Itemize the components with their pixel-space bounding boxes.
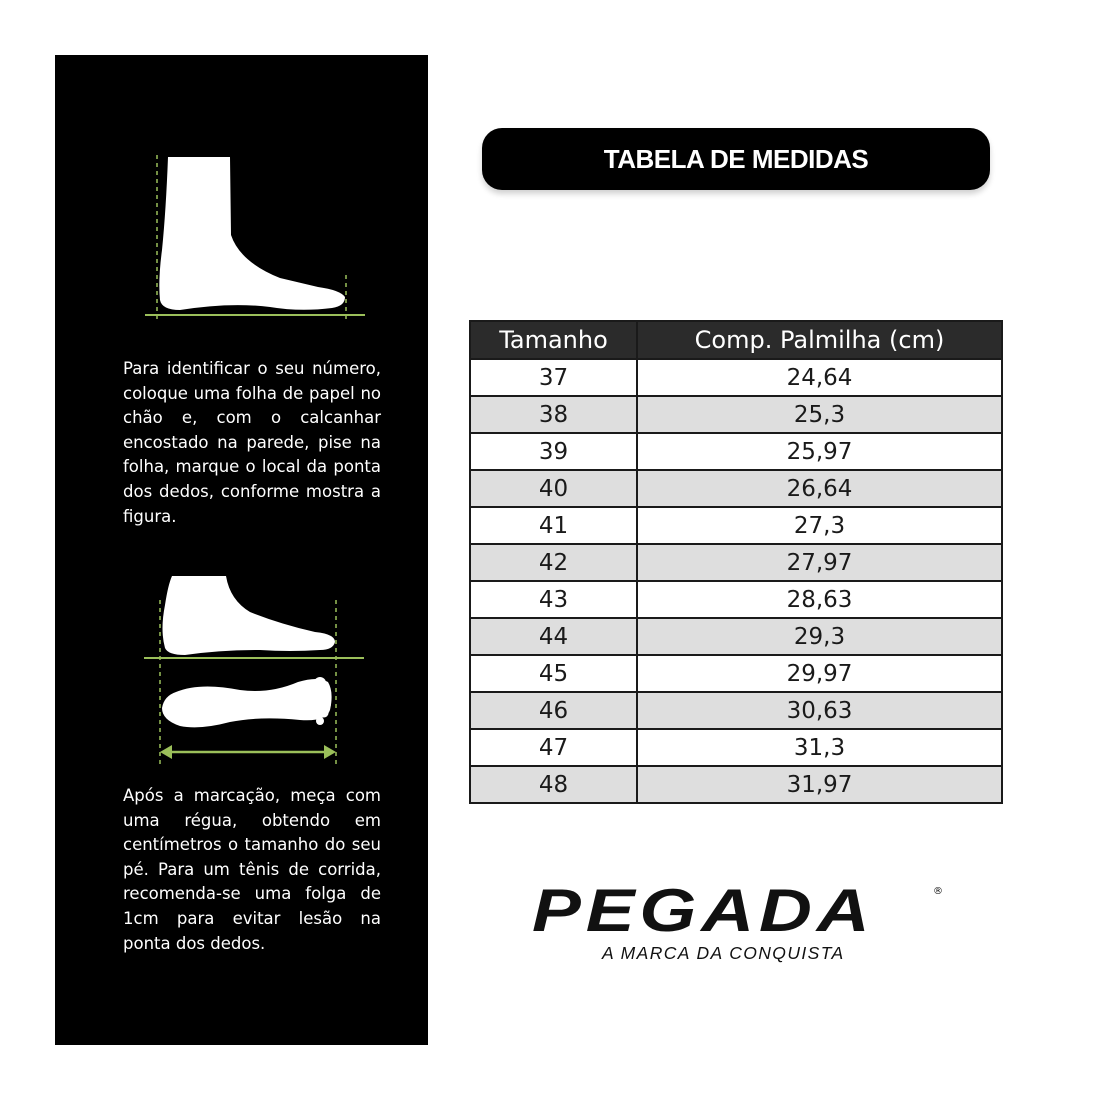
size-cell: 37: [470, 359, 637, 396]
size-cell: 41: [470, 507, 637, 544]
table-row: [470, 359, 1002, 396]
size-cell: 45: [470, 655, 637, 692]
table-row: [470, 396, 1002, 433]
header-insole-length: Comp. Palmilha (cm): [637, 321, 1002, 359]
table-header-row: [470, 321, 1002, 359]
length-cell: 30,63: [637, 692, 1002, 729]
size-cell: 47: [470, 729, 637, 766]
foot-measure-illustration: [140, 570, 370, 770]
size-cell: 38: [470, 396, 637, 433]
length-cell: 29,3: [637, 618, 1002, 655]
registered-mark: ®: [933, 886, 943, 897]
length-cell: 25,3: [637, 396, 1002, 433]
size-cell: 48: [470, 766, 637, 803]
length-cell: 28,63: [637, 581, 1002, 618]
table-row: [470, 692, 1002, 729]
table-row: [470, 729, 1002, 766]
size-cell: 44: [470, 618, 637, 655]
table-row: [470, 433, 1002, 470]
table-row: [470, 544, 1002, 581]
size-cell: 46: [470, 692, 637, 729]
brand-name: PEGADA: [532, 877, 875, 944]
length-cell: 24,64: [637, 359, 1002, 396]
table-row: [470, 618, 1002, 655]
size-cell: 42: [470, 544, 637, 581]
length-cell: 29,97: [637, 655, 1002, 692]
brand-logo: [530, 877, 950, 970]
length-cell: 26,64: [637, 470, 1002, 507]
length-cell: 27,97: [637, 544, 1002, 581]
page-title: TABELA DE MEDIDAS: [603, 143, 869, 174]
length-cell: 25,97: [637, 433, 1002, 470]
table-row: [470, 507, 1002, 544]
size-table: [469, 320, 1003, 804]
header-size: Tamanho: [470, 321, 637, 359]
brand-tagline: A MARCA DA CONQUISTA: [602, 943, 845, 963]
size-cell: 39: [470, 433, 637, 470]
instructions-step1: Para identificar o seu número, coloque uma folha de papel no chão e, com o calcanhar encostado na parede, pise na folha, marque o local da ponta dos dedos, conforme mostra a figura.: [123, 359, 381, 526]
table-row: [470, 766, 1002, 803]
instructions-step2: Após a marcação, meça com uma régua, obtendo em centímetros o tamanho do seu pé. Para um tênis de corrida, recomenda-se uma folga de 1cm para evitar lesão na ponta dos dedos.: [123, 786, 381, 953]
size-cell: 40: [470, 470, 637, 507]
length-cell: 31,3: [637, 729, 1002, 766]
table-row: [470, 470, 1002, 507]
length-cell: 27,3: [637, 507, 1002, 544]
length-cell: 31,97: [637, 766, 1002, 803]
title-banner: [482, 128, 990, 190]
size-cell: 43: [470, 581, 637, 618]
table-row: [470, 581, 1002, 618]
instructions-panel: [55, 55, 428, 1045]
table-row: [470, 655, 1002, 692]
foot-side-illustration: [140, 150, 370, 325]
